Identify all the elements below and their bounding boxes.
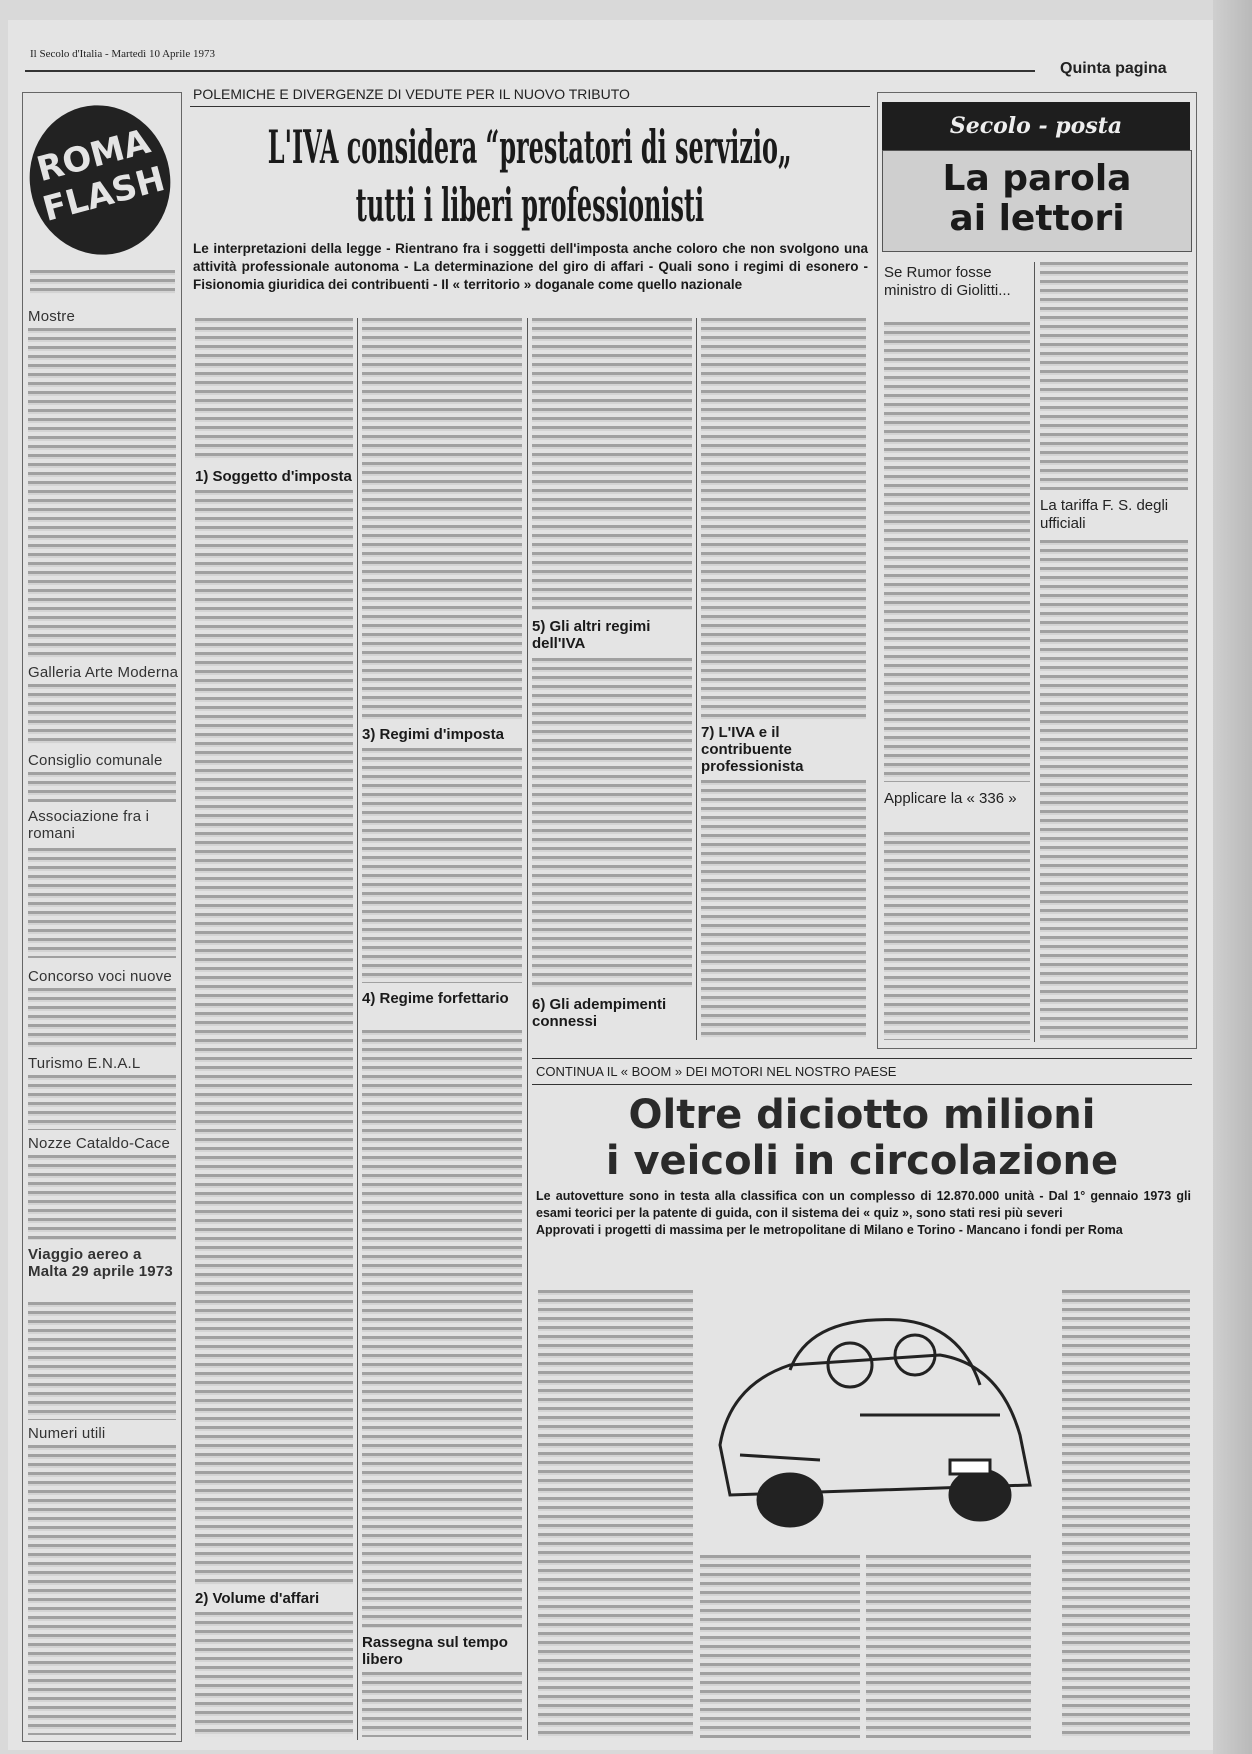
section-heading: Turismo E.N.A.L (28, 1055, 141, 1072)
masthead-date: Il Secolo d'Italia - Martedì 10 Aprile 1973 (30, 48, 215, 60)
body-text (538, 1290, 693, 1738)
body-text (28, 988, 176, 1048)
kicker-rule (532, 1058, 1192, 1059)
page-edge (1213, 0, 1252, 1754)
motori-headline (532, 1092, 1192, 1184)
section-heading: Consiglio comunale (28, 752, 163, 769)
body-text (362, 1672, 522, 1737)
section-heading: Nozze Cataldo-Cace (28, 1135, 170, 1152)
letter-heading: La tariffa F. S. degli ufficiali (1040, 497, 1169, 532)
body-text (195, 490, 353, 1585)
section-heading: Concorso voci nuove (28, 968, 172, 985)
body-text (362, 318, 522, 720)
main-kicker: POLEMICHE E DIVERGENZE DI VEDUTE PER IL NUOVO TRIBUTO (193, 86, 630, 102)
body-text (362, 1030, 522, 1628)
kicker-rule (532, 1084, 1192, 1085)
section-heading: Associazione fra i romani (28, 808, 150, 842)
sidebar-heading: Rassegna sul tempo libero (362, 1634, 508, 1668)
page-label: Quinta pagina (1060, 60, 1167, 77)
body-text (701, 318, 866, 720)
body-text (532, 658, 692, 988)
motori-summary (536, 1188, 1191, 1239)
body-text (701, 780, 866, 1038)
body-text (28, 1445, 176, 1735)
column-rule (696, 318, 697, 1040)
secolo-posta-title-line-1: La parola (942, 158, 1132, 199)
main-summary: Le interpretazioni della legge - Rientrano fra i soggetti dell'imposta anche coloro che non svolgono una attività professionale autonoma - La determinazione del giro di affari - Quali sono i regimi di esonero - Fisionomia giuridica dei contribuenti - Il « territorio » doganale come quello nazionale (193, 241, 868, 292)
body-text (195, 318, 353, 460)
body-text (28, 328, 176, 658)
body-text (195, 1612, 353, 1737)
main-headline (190, 118, 870, 238)
letter-heading: Applicare la « 336 » (884, 790, 1017, 807)
section-heading: Galleria Arte Moderna (28, 664, 179, 681)
column-rule (527, 318, 528, 1740)
body-text (28, 772, 176, 802)
body-text (866, 1555, 1031, 1738)
motori-summary-1: Le autovetture sono in testa alla classifica con un complesso di 12.870.000 unità - Dal 1° gennaio 1973 gli esami teorici per la patente di guida, con il sistema dei « quiz », sono stati resi più severi (536, 1189, 1191, 1220)
section-heading: Mostre (28, 308, 76, 325)
car-drawing (700, 1295, 1055, 1545)
column-rule (1034, 262, 1035, 1042)
motori-headline-line-2: i veicoli in circolazione (605, 1138, 1119, 1184)
main-headline-line-1: L'IVA considera “prestatori di servizio„ (268, 120, 792, 174)
body-text (28, 684, 176, 744)
body-text (884, 832, 1030, 1040)
masthead-rule (25, 70, 1035, 72)
body-text (1040, 262, 1188, 490)
motori-summary-2: Approvati i progetti di massima per le metropolitane di Milano e Torino - Mancano i fondi per Roma (536, 1223, 1123, 1237)
section-heading: Numeri utili (28, 1425, 106, 1442)
letter-heading: Se Rumor fosse ministro di Giolitti... (884, 264, 1011, 299)
subhead: 7) L'IVA e il contribuente professionista (701, 724, 804, 775)
body-text (28, 848, 176, 958)
body-text (532, 318, 692, 610)
secolo-posta-title-line-2: ai lettori (949, 198, 1125, 239)
section-heading: Viaggio aereo a Malta 29 aprile 1973 (28, 1246, 173, 1280)
body-text (30, 270, 175, 294)
body-text (1040, 540, 1188, 1040)
body-text (1062, 1290, 1190, 1738)
kicker-rule (190, 106, 870, 107)
subhead: 6) Gli adempimenti connessi (532, 996, 667, 1030)
secolo-posta-banner: Secolo - posta (882, 102, 1190, 150)
body-text (28, 1302, 176, 1420)
subhead: 5) Gli altri regimi dell'IVA (532, 618, 651, 652)
motori-kicker: CONTINUA IL « BOOM » DEI MOTORI NEL NOSTRO PAESE (536, 1064, 897, 1079)
body-text (362, 748, 522, 983)
secolo-posta-title (882, 150, 1192, 252)
body-text (884, 322, 1030, 782)
body-text (28, 1075, 176, 1130)
body-text (28, 1155, 176, 1240)
column-rule (357, 318, 358, 1740)
body-text (700, 1555, 860, 1738)
subhead: 1) Soggetto d'imposta (195, 468, 352, 485)
subhead: 3) Regimi d'imposta (362, 726, 504, 743)
subhead: 2) Volume d'affari (195, 1590, 320, 1607)
car-cartoon-illustration (700, 1295, 1055, 1545)
main-headline-line-2: tutti i liberi professionisti (355, 178, 705, 232)
motori-headline-line-1: Oltre diciotto milioni (628, 1092, 1096, 1138)
subhead: 4) Regime forfettario (362, 990, 509, 1007)
roma-flash-logo-text: ROMA FLASH (32, 121, 170, 230)
